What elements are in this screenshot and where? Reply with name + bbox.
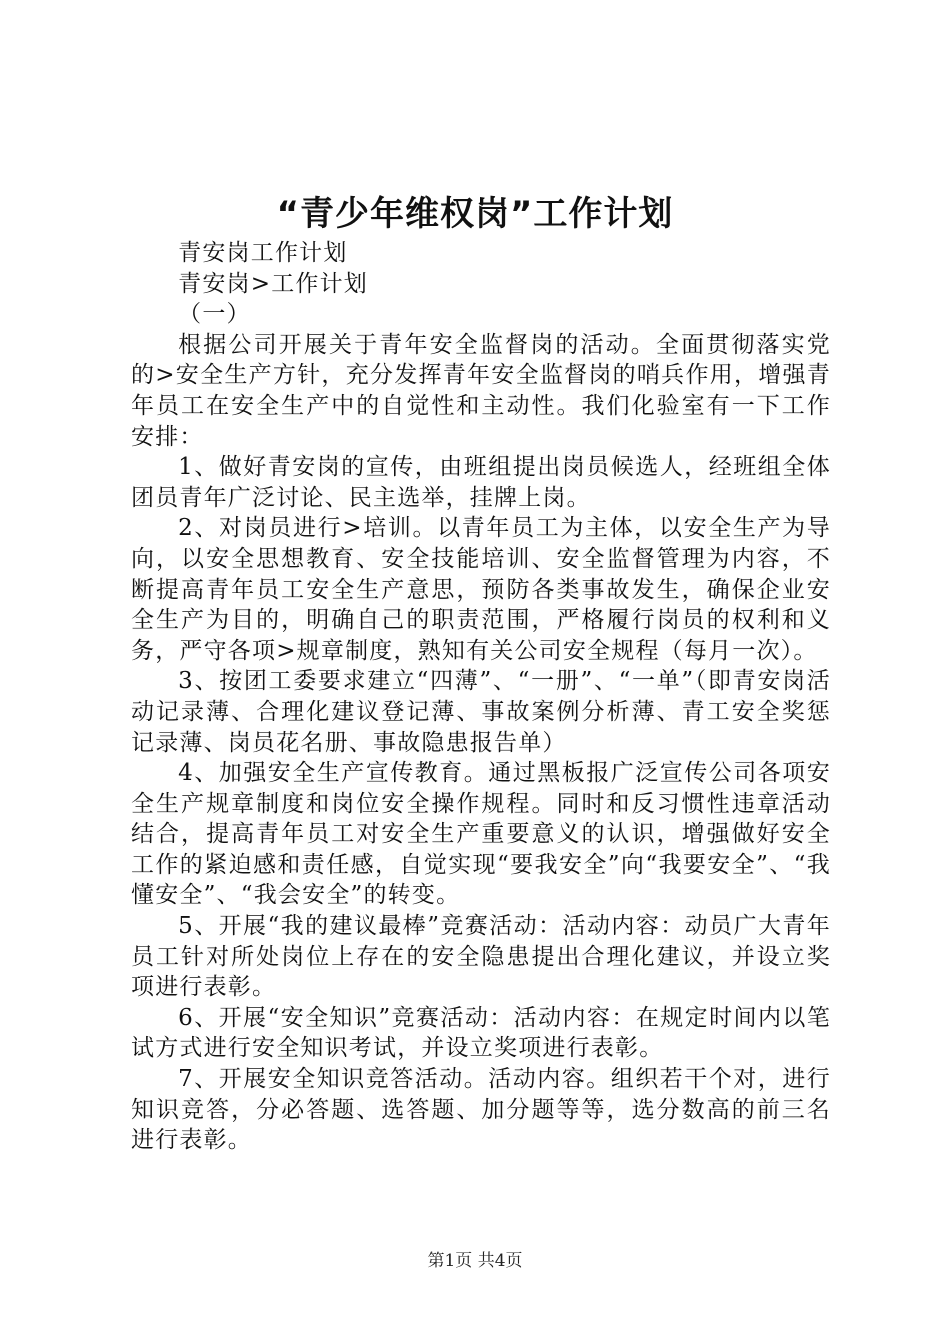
page-footer: 第1页 共4页 — [427, 1251, 523, 1271]
paragraph: 1、做好青安岗的宣传，由班组提出岗员候选人，经班组全体团员青年广泛讨论、民主选举，挂牌上岗。 — [131, 454, 831, 511]
paragraph: 5、开展“我的建议最棒”竞赛活动：活动内容：动员广大青年员工针对所处岗位上存在的安全隐患提出合理化建议，并设立奖项进行表彰。 — [131, 913, 831, 1001]
paragraph: 6、开展“安全知识”竞赛活动：活动内容：在规定时间内以笔试方式进行安全知识考试，并设立奖项进行表彰。 — [131, 1004, 831, 1062]
paragraph: 7、开展安全知识竞答活动。活动内容。组织若干个对，进行知识竞答，分必答题、选答题、加分题等等，选分数高的前三名进行表彰。 — [131, 1066, 831, 1154]
paragraph: 青安岗工作计划 — [178, 240, 348, 266]
paragraph: （一） — [178, 301, 251, 328]
paragraph: 3、按团工委要求建立“四薄”、“一册”、“一单”（即青安岗活动记录薄、合理化建议登记薄、事故案例分析薄、青工安全奖惩记录薄、岗员花名册、事故隐患报告单） — [131, 668, 831, 756]
paragraph: 根据公司开展关于青年安全监督岗的活动。全面贯彻落实党的>安全生产方针，充分发挥青年安全监督岗的哨兵作用，增强青年员工在安全生产中的自觉性和主动性。我们化验室有一下工作安排： — [131, 331, 831, 450]
paragraph: 2、对岗员进行>培训。以青年员工为主体，以安全生产为导向，以安全思想教育、安全技能培训、安全监督管理为内容，不断提高青年员工安全生产意思，预防各类事故发生，确保企业安全生产为目的，明确自己的职责范围，严格履行岗员的权利和义务，严守各项>规章制度，熟知有关公司安全规程（每月一次）。 — [131, 515, 831, 664]
paragraph: 4、加强安全生产宣传教育。通过黑板报广泛宣传公司各项安全生产规章制度和岗位安全操作规程。同时和反习惯性违章活动结合，提高青年员工对安全生产重要意义的认识，增强做好安全工作的紧迫感和责任感，自觉实现“要我安全”向“我要安全”、“我懂安全”、“我会安全”的转变。 — [131, 760, 831, 909]
paragraph: 青安岗>工作计划 — [178, 270, 369, 297]
document-body — [131, 238, 831, 1156]
document-title: “青少年维权岗”工作计划 — [276, 194, 674, 234]
